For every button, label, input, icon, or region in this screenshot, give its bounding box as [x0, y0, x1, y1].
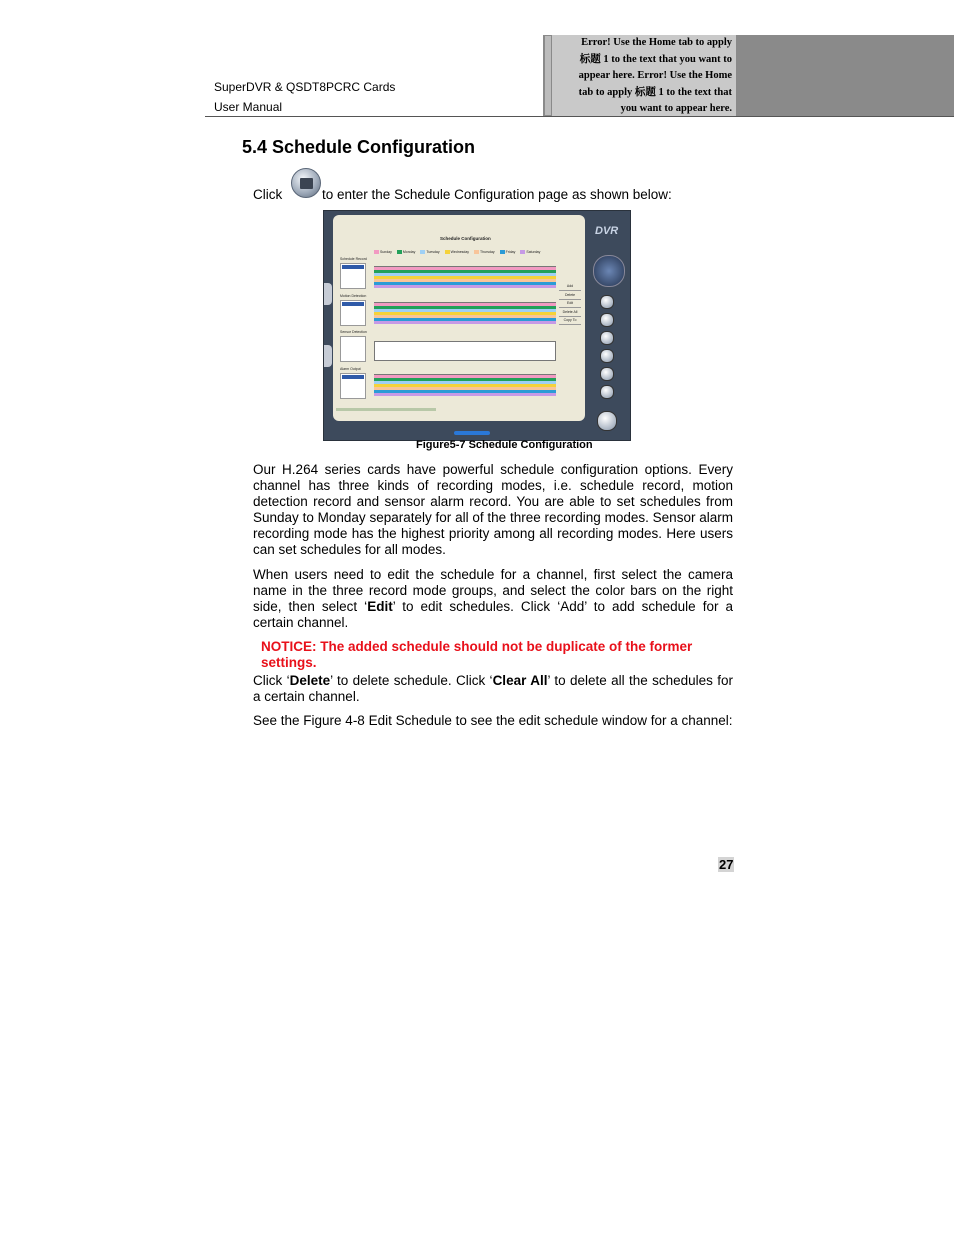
legend-swatch [374, 250, 379, 254]
playback-icon[interactable] [600, 313, 614, 327]
paragraph-edit-schedule [253, 567, 733, 631]
day-legend [374, 250, 574, 256]
progress-indicator [454, 431, 490, 435]
legend-label: Wednesday [450, 250, 470, 254]
header-error-line: tab to apply 标题 1 to the text that [578, 86, 732, 98]
intro-line [253, 187, 733, 203]
legend-label: Saturday [526, 250, 541, 254]
text-run: ’ to delete all the schedules for a certain channel. [253, 673, 733, 704]
left-collapse-tab [324, 283, 332, 305]
settings-icon[interactable] [600, 385, 614, 399]
section-title: 5.4 Schedule Configuration [242, 137, 476, 157]
sensor-schedule-box[interactable] [374, 341, 556, 361]
legend-label: Friday [505, 250, 516, 254]
text-run: ’ to edit schedules. Click ‘Add’ to add schedule for a certain channel. [253, 599, 734, 630]
schedule-bars[interactable] [374, 263, 556, 293]
clear-all-term: Clear All [492, 673, 548, 688]
storage-icon[interactable] [600, 367, 614, 381]
copy-to-button[interactable]: Copy To [559, 318, 581, 325]
intro-rest: to enter the Schedule Configuration page as shown below: [322, 187, 672, 202]
sensor-list[interactable] [340, 336, 366, 362]
day-schedule-bar[interactable] [374, 285, 556, 288]
legend-swatch [397, 250, 402, 254]
legend-label: Monday [402, 250, 416, 254]
legend-swatch [445, 250, 450, 254]
legend-label: Tuesday [426, 250, 440, 254]
legend-item [420, 250, 439, 254]
header-error-box [552, 35, 736, 116]
header-error-line: appear here. Error! Use the Home [578, 70, 732, 81]
intro-click-word: Click [253, 187, 283, 202]
day-schedule-bar[interactable] [374, 321, 556, 324]
edit-button[interactable]: Edit [559, 301, 581, 308]
right-control-panel [587, 215, 629, 439]
header-error-line: Error! Use the Home tab to apply [581, 37, 732, 48]
delete-term: Delete [289, 673, 331, 688]
status-strip [336, 408, 436, 411]
header-error-line: 标题 1 to the text that you want to [579, 53, 732, 65]
action-buttons [559, 284, 581, 327]
notice-text: NOTICE: The added schedule should not be duplicate of the former settings. [261, 639, 693, 670]
section-label: Sensor Detection [340, 330, 367, 334]
schedule-bars[interactable] [374, 371, 556, 401]
section-label: Alarm Output [340, 367, 361, 371]
schedule-bars[interactable] [374, 299, 556, 329]
section-label: Motion Detection [340, 294, 367, 298]
legend-item [397, 250, 415, 254]
page-number: 27 [719, 857, 734, 872]
text-run: Click ‘ [253, 673, 290, 688]
legend-item [500, 250, 516, 254]
legend-item [445, 250, 469, 254]
legend-swatch [500, 250, 505, 254]
delete-all-button[interactable]: Delete All [559, 310, 581, 317]
home-icon[interactable] [600, 295, 614, 309]
paragraph-delete [253, 673, 733, 705]
schedule-icon[interactable] [600, 331, 614, 345]
user-icon[interactable] [600, 349, 614, 363]
header-product-title: SuperDVR & QSDT8PCRC Cards [214, 80, 396, 94]
legend-swatch [520, 250, 525, 254]
legend-item [520, 250, 540, 254]
paragraph-see-figure: See the Figure 4-8 Edit Schedule to see the edit schedule window for a channel: [253, 713, 733, 728]
legend-item [374, 250, 392, 254]
alarm-output-list[interactable] [340, 373, 366, 399]
text-run: When users need to edit the schedule for a channel, first select the camera name in the three record mode groups, and select the color bars on the right side, then select ‘ [253, 567, 733, 614]
legend-swatch [474, 250, 479, 254]
camera-list[interactable] [340, 300, 366, 326]
schedule-configuration-screenshot [323, 210, 631, 441]
section-label: Schedule Record [340, 257, 367, 261]
schedule-calendar-icon[interactable] [291, 168, 321, 198]
dvr-logo: DVR [595, 225, 619, 237]
header-rule [205, 116, 954, 117]
delete-button[interactable]: Delete [559, 293, 581, 300]
legend-label: Sunday [380, 250, 392, 254]
legend-swatch [420, 250, 425, 254]
add-button[interactable]: Add [559, 284, 581, 291]
text-run: ’ to delete schedule. Click ‘ [330, 673, 493, 688]
paragraph-recording-modes: Our H.264 series cards have powerful schedule configuration options. Every channel has three kinds of recording modes, i.e. schedule record, motion detection record and sensor alarm record. You are able to set schedules from Sunday to Monday separately for all of the three recording modes. Sensor alarm recording mode has the highest priority among all recording modes. Here users can set schedules for all modes. [253, 462, 733, 557]
figure-caption: Figure5-7 Schedule Configuration [416, 439, 593, 451]
edit-term: Edit [367, 599, 393, 614]
legend-label: Thursday [480, 250, 495, 254]
camera-list[interactable] [340, 263, 366, 289]
left-collapse-tab [324, 345, 332, 367]
day-schedule-bar[interactable] [374, 393, 556, 396]
header-error-line: you want to appear here. [620, 103, 732, 114]
window-title: Schedule Configuration [440, 236, 491, 241]
exit-icon[interactable] [597, 411, 617, 431]
legend-item [474, 250, 495, 254]
header-tab-strip [545, 36, 551, 115]
clock-display [593, 255, 625, 287]
header-manual-label: User Manual [214, 100, 283, 114]
